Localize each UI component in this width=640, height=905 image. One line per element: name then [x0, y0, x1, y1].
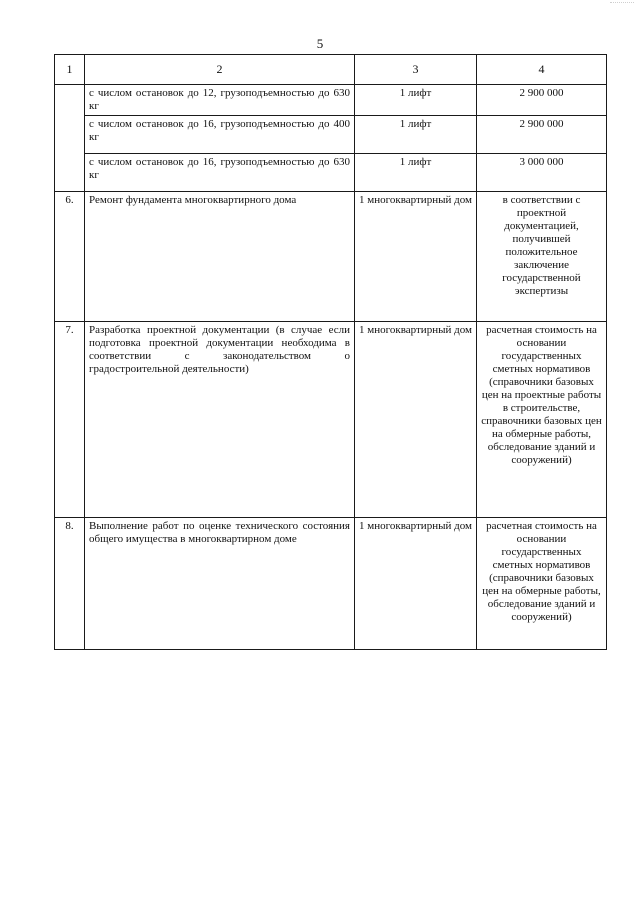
cost-cell: 3 000 000	[477, 154, 607, 192]
row-number-cell	[55, 85, 85, 192]
cost-cell: 2 900 000	[477, 116, 607, 154]
unit-cell: 1 лифт	[355, 116, 477, 154]
cost-cell: 2 900 000	[477, 85, 607, 116]
cost-table	[54, 54, 607, 650]
unit-cell: 1 лифт	[355, 154, 477, 192]
unit-cell: 1 многоквартирный дом	[355, 518, 477, 650]
scan-artifact	[610, 2, 634, 5]
unit-cell: 1 многоквартирный дом	[355, 322, 477, 518]
header-cell: 1	[55, 55, 85, 85]
cost-cell: расчетная стоимость на основании государственных сметных нормативов (справочники базовых цен на обмерные работы, обследование зданий и сооружений)	[477, 518, 607, 650]
row-number-cell: 8.	[55, 518, 85, 650]
description-cell: Разработка проектной документации (в случае если подготовка проектной документации необходима в соответствии с законодательством о градостроительной деятельности)	[85, 322, 355, 518]
description-cell: с числом остановок до 16, грузоподъемностью до 630 кг	[85, 154, 355, 192]
table-row	[55, 518, 607, 650]
table-row	[55, 116, 607, 154]
cost-cell: расчетная стоимость на основании государственных сметных нормативов (справочники базовых цен на проектные работы в строительстве, справочники базовых цен на обмерные работы, обследование зданий и сооружений)	[477, 322, 607, 518]
header-cell: 4	[477, 55, 607, 85]
table-row	[55, 85, 607, 116]
row-number-cell: 7.	[55, 322, 85, 518]
header-cell: 2	[85, 55, 355, 85]
table-row	[55, 154, 607, 192]
header-cell: 3	[355, 55, 477, 85]
table-row	[55, 192, 607, 322]
table-header-row	[55, 55, 607, 85]
description-cell: Выполнение работ по оценке технического состояния общего имущества в многоквартирном доме	[85, 518, 355, 650]
row-number-cell: 6.	[55, 192, 85, 322]
cost-cell: в соответствии с проектной документацией, получившей положительное заключение государственной экспертизы	[477, 192, 607, 322]
description-cell: Ремонт фундамента многоквартирного дома	[85, 192, 355, 322]
page-number: 5	[316, 36, 324, 51]
unit-cell: 1 многоквартирный дом	[355, 192, 477, 322]
description-cell: с числом остановок до 12, грузоподъемностью до 630 кг	[85, 85, 355, 116]
table-row	[55, 322, 607, 518]
unit-cell: 1 лифт	[355, 85, 477, 116]
description-cell: с числом остановок до 16, грузоподъемностью до 400 кг	[85, 116, 355, 154]
